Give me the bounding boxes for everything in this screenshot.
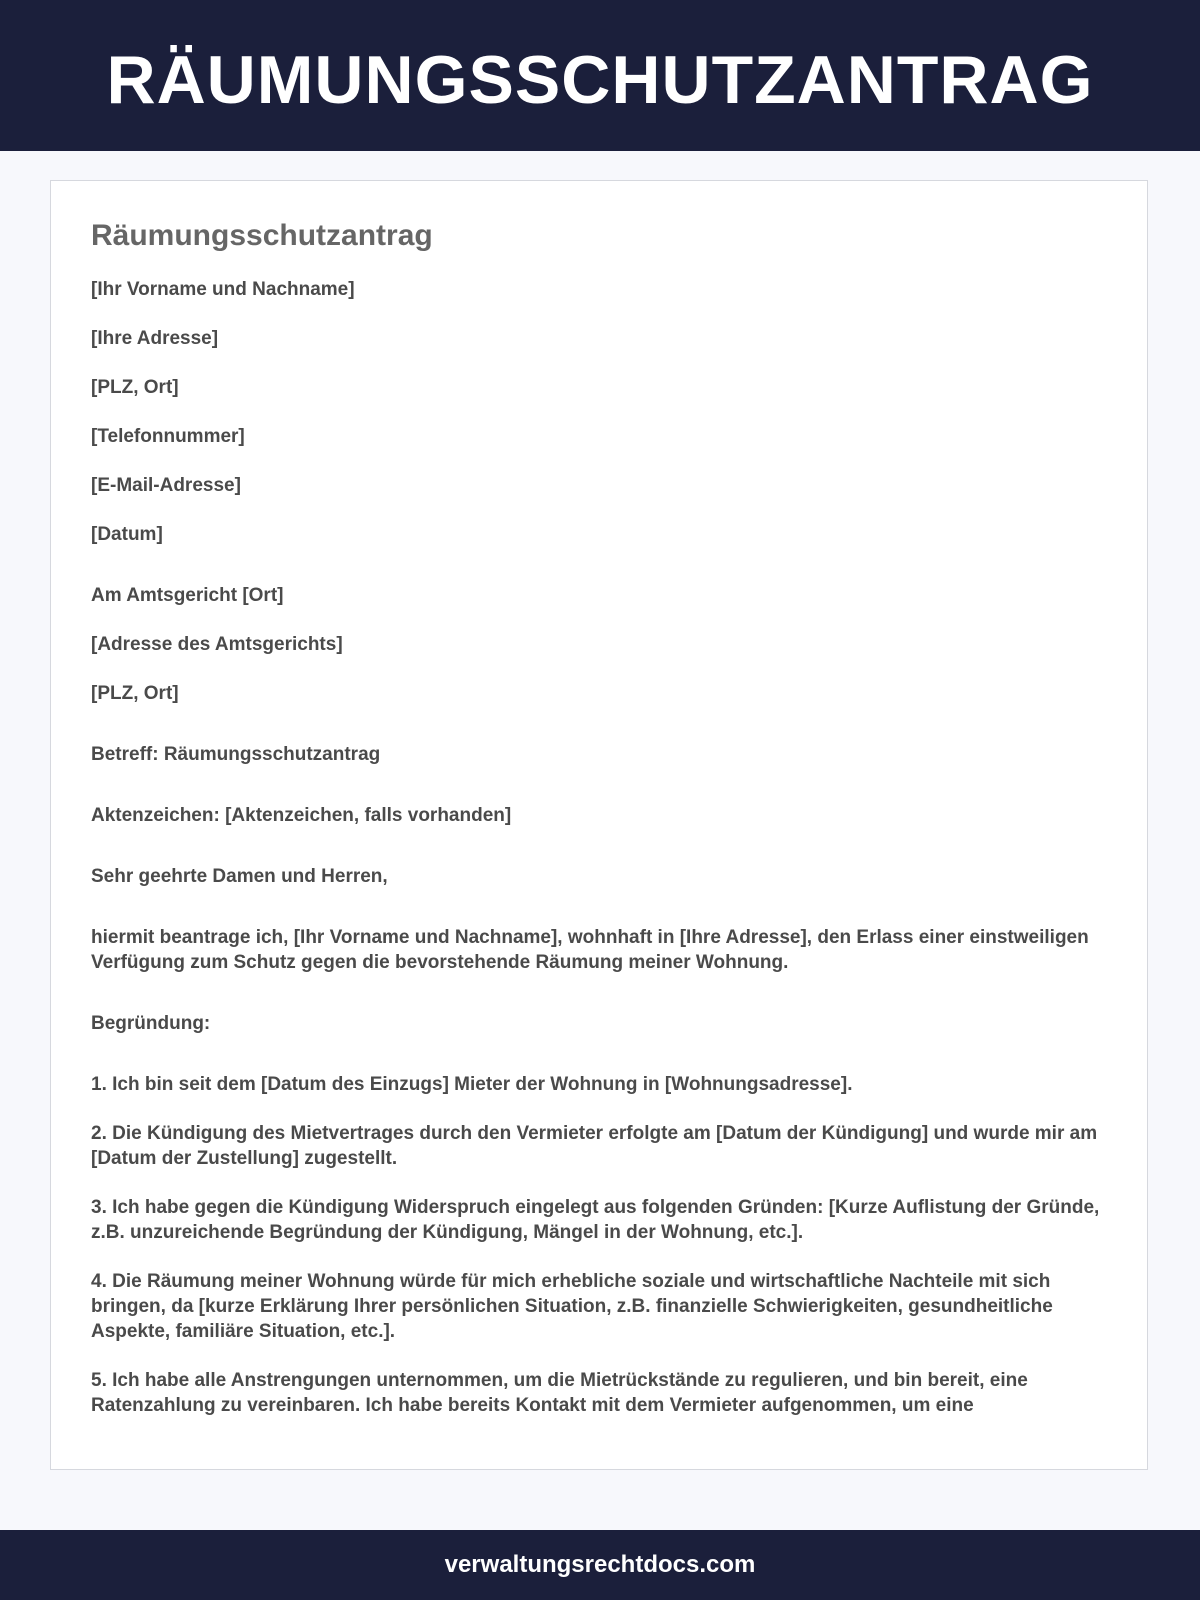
letter-subject: Betreff: Räumungsschutzantrag bbox=[91, 744, 381, 765]
recipient-address: [Adresse des Amtsgerichts] bbox=[91, 634, 343, 655]
page-footer bbox=[0, 1530, 1200, 1600]
sender-address: [Ihre Adresse] bbox=[91, 328, 219, 349]
letter-date: [Datum] bbox=[91, 524, 163, 545]
recipient-court: Am Amtsgericht [Ort] bbox=[91, 585, 284, 606]
document-title: Räumungsschutzantrag bbox=[91, 219, 433, 252]
sender-name: [Ihr Vorname und Nachname] bbox=[91, 279, 355, 300]
reason-item: 2. Die Kündigung des Mietvertrages durch den Vermieter erfolgte am [Datum der Kündigung] und wurde mir am [Datum der Zustellung] zugestellt. bbox=[91, 1123, 1098, 1169]
reasons-heading: Begründung: bbox=[91, 1013, 211, 1034]
intro-paragraph: hiermit beantrage ich, [Ihr Vorname und Nachname], wohnhaft in [Ihre Adresse], den Erlass einer einstweiligen Verfügung zum Schutz gegen die bevorstehende Räumung meiner Wohnung. bbox=[91, 927, 1089, 973]
recipient-city: [PLZ, Ort] bbox=[91, 683, 179, 704]
reason-item: 5. Ich habe alle Anstrengungen unternommen, um die Mietrückstände zu regulieren, und bin bereit, eine Ratenzahlung zu vereinbaren. Ich habe bereits Kontakt mit dem Vermieter aufgenommen, um eine bbox=[91, 1370, 1028, 1416]
sender-city: [PLZ, Ort] bbox=[91, 377, 179, 398]
file-number: Aktenzeichen: [Aktenzeichen, falls vorhanden] bbox=[91, 805, 512, 826]
sender-email: [E-Mail-Adresse] bbox=[91, 475, 241, 496]
page-header bbox=[0, 0, 1200, 151]
reason-item: 3. Ich habe gegen die Kündigung Widerspruch eingelegt aus folgenden Gründen: [Kurze Auflistung der Gründe, z.B. unzureichende Begründung der Kündigung, Mängel in der Wohnung, etc.]. bbox=[91, 1197, 1100, 1243]
footer-website: verwaltungsrechtdocs.com bbox=[444, 1551, 756, 1578]
reason-item: 4. Die Räumung meiner Wohnung würde für mich erhebliche soziale und wirtschaftliche Nachteile mit sich bringen, da [kurze Erklärung Ihrer persönlichen Situation, z.B. finanzielle Schwierigkeiten, gesundheitliche Aspekte, familiäre Situation, etc.]. bbox=[91, 1271, 1053, 1342]
header-title: RÄUMUNGSSCHUTZANTRAG bbox=[106, 41, 1094, 118]
reason-item: 1. Ich bin seit dem [Datum des Einzugs] Mieter der Wohnung in [Wohnungsadresse]. bbox=[91, 1074, 853, 1095]
sender-phone: [Telefonnummer] bbox=[91, 426, 245, 447]
salutation: Sehr geehrte Damen und Herren, bbox=[91, 866, 388, 887]
document-card bbox=[50, 180, 1148, 1470]
